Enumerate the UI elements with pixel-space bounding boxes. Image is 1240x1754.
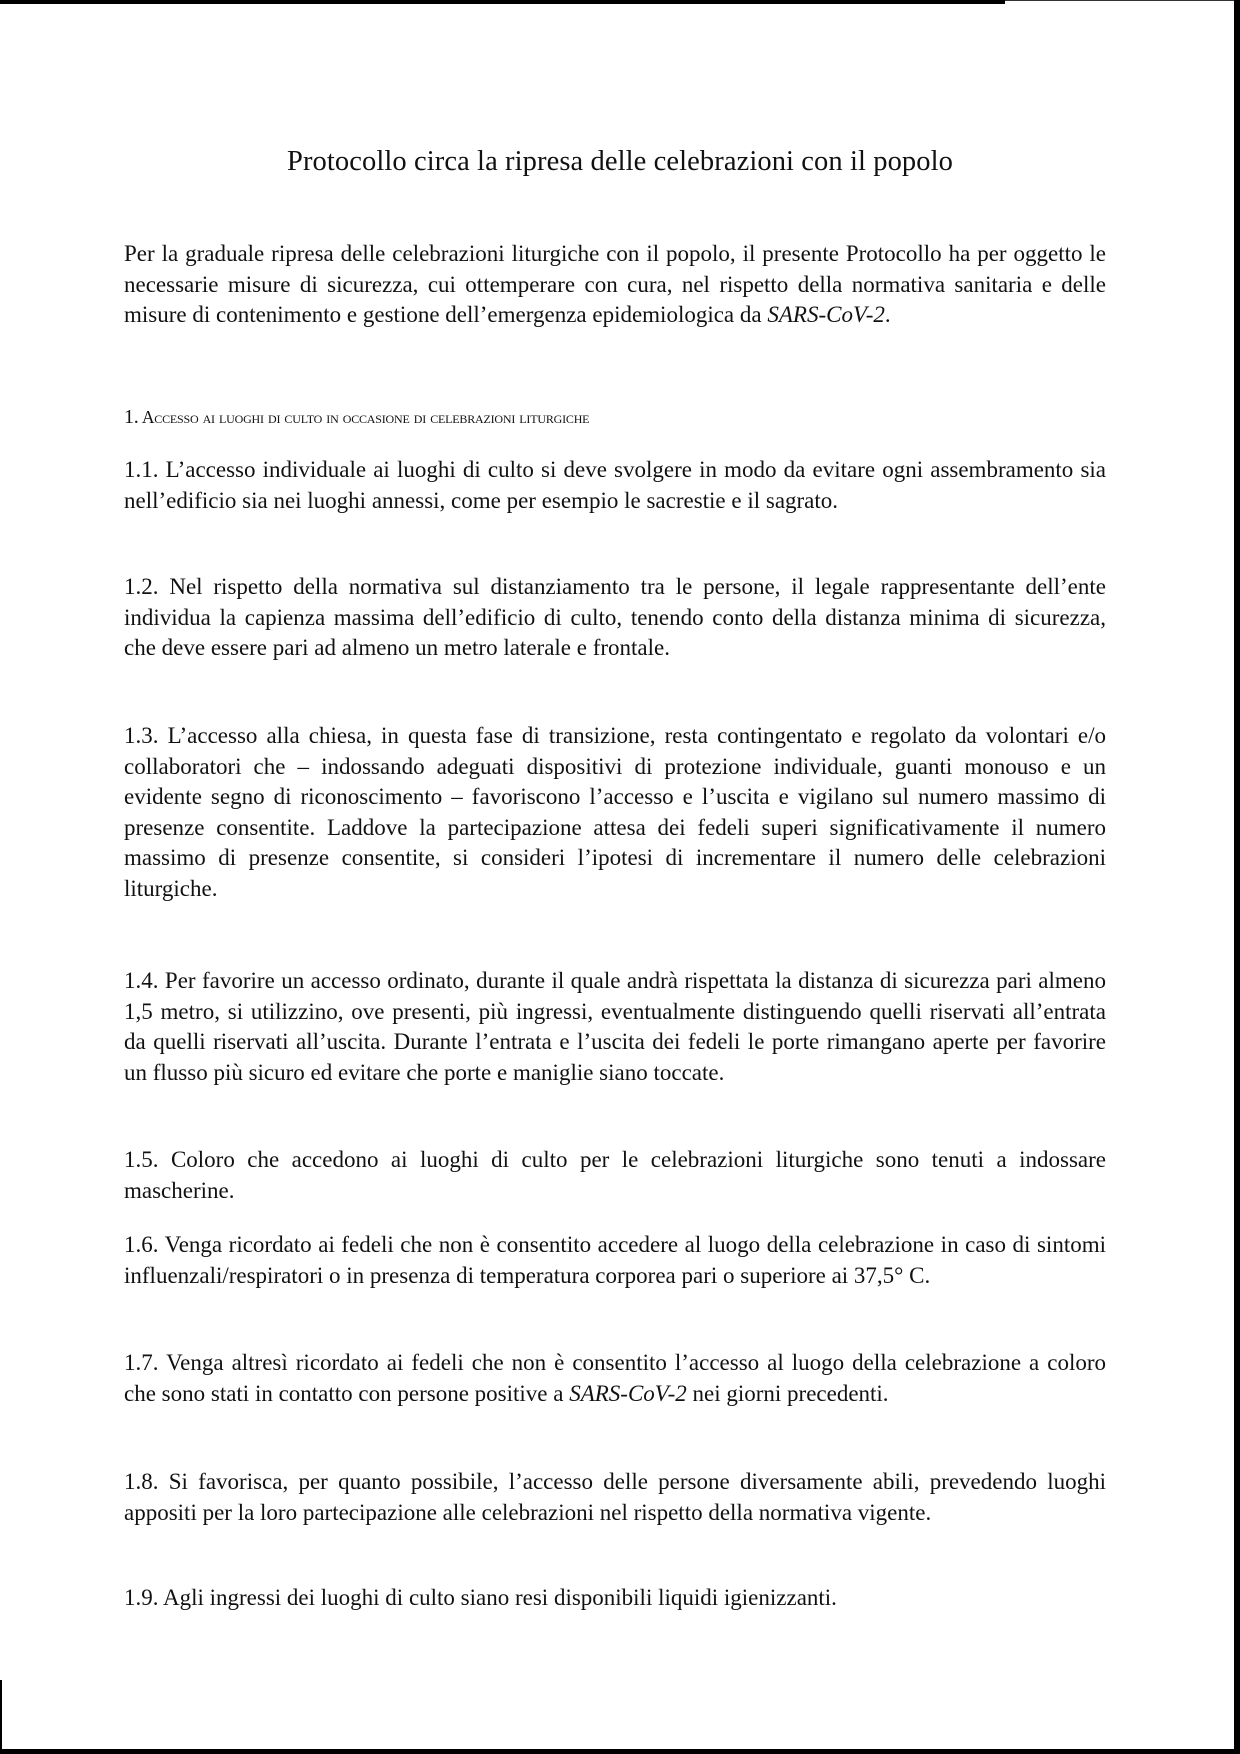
paragraph-number: 1.4.: [124, 968, 159, 993]
intro-text-end: .: [884, 302, 891, 327]
paragraph-1-7: [124, 1348, 1106, 1409]
scan-border-top: [0, 0, 1005, 4]
paragraph-text: Venga ricordato ai fedeli che non è consentito accedere al luogo della celebrazione in caso di sintomi influenzali/respiratori o in presenza di temperatura corporea pari o superiore ai 37,5° C.: [124, 1232, 1106, 1288]
intro-virus-name: SARS-CoV-2: [767, 302, 885, 327]
paragraph-text: Per favorire un accesso ordinato, durante il quale andrà rispettata la distanza di sicurezza pari almeno 1,5 metro, si utilizzino, ove presenti, più ingressi, eventualmente distinguendo quelli riservati all’entrata da quelli riservati all’uscita. Durante l’entrata e l’uscita dei fedeli le porte rimangano aperte per favorire un flusso più sicuro ed evitare che porte e maniglie siano toccate.: [124, 968, 1106, 1085]
paragraph-1-1: [124, 455, 1106, 516]
paragraph-number: 1.8.: [124, 1469, 159, 1494]
paragraph-text: L’accesso individuale ai luoghi di culto si deve svolgere in modo da evitare ogni assembramento sia nell’edificio sia nei luoghi annessi, come per esempio le sacrestie e il sagrato.: [124, 457, 1106, 513]
paragraph-text: Agli ingressi dei luoghi di culto siano resi disponibili liquidi igienizzanti.: [162, 1585, 837, 1610]
scan-border-left: [0, 1680, 2, 1754]
section-title: Accesso ai luoghi di culto in occasione di celebrazioni liturgiche: [141, 407, 590, 427]
paragraph-1-4: [124, 966, 1106, 1088]
paragraph-text: L’accesso alla chiesa, in questa fase di transizione, resta contingentato e regolato da volontari e/o collaboratori che – indossando adeguati dispositivi di protezione individuale, guanti monouso e un evidente segno di riconoscimento – favoriscono l’accesso e l’uscita e vigilano sul numero massimo di presenze consentite. Laddove la partecipazione attesa dei fedeli superi significativamente il numero massimo di presenze consentite, si consideri l’ipotesi di incrementare il numero delle celebrazioni liturgiche.: [124, 723, 1107, 901]
paragraph-number: 1.9.: [124, 1585, 159, 1610]
paragraph-number: 1.6.: [124, 1232, 159, 1257]
intro-text: Per la graduale ripresa delle celebrazioni liturgiche con il popolo, il presente Protocollo ha per oggetto le necessarie misure di sicurezza, cui ottemperare con cura, nel rispetto della normativa sanitaria e delle misure di contenimento e gestione dell’emergenza epidemiologica da: [124, 241, 1106, 327]
paragraph-number: 1.7.: [124, 1350, 159, 1375]
paragraph-1-3: [124, 721, 1106, 904]
paragraph-1-8: [124, 1467, 1106, 1528]
paragraph-1-2: [124, 572, 1106, 664]
scan-border-right: [1234, 0, 1240, 1754]
section-number: 1.: [124, 406, 139, 428]
paragraph-text: Venga altresì ricordato ai fedeli che non è consentito l’accesso al luogo della celebrazione a coloro che sono stati in contatto con persone positive a: [124, 1350, 1107, 1406]
paragraph-text-end: nei giorni precedenti.: [686, 1380, 889, 1406]
scan-border-bottom: [0, 1749, 1240, 1754]
scan-border-top-edge: [1005, 0, 1240, 1]
intro-paragraph: [124, 239, 1106, 331]
paragraph-virus-name: SARS-CoV-2: [569, 1380, 687, 1406]
paragraph-number: 1.1.: [124, 457, 159, 482]
section-heading: [124, 406, 589, 429]
paragraph-number: 1.2.: [124, 574, 159, 599]
paragraph-number: 1.5.: [124, 1147, 159, 1172]
paragraph-text: Si favorisca, per quanto possibile, l’accesso delle persone diversamente abili, prevedendo luoghi appositi per la loro partecipazione alle celebrazioni nel rispetto della normativa vigente.: [124, 1469, 1107, 1525]
paragraph-1-6: [124, 1230, 1106, 1291]
paragraph-1-9: [124, 1583, 1106, 1614]
paragraph-text: Nel rispetto della normativa sul distanziamento tra le persone, il legale rappresentante dell’ente individua la capienza massima dell’edificio di culto, tenendo conto della distanza minima di sicurezza, che deve essere pari ad almeno un metro laterale e frontale.: [124, 574, 1106, 660]
document-title: Protocollo circa la ripresa delle celebrazioni con il popolo: [287, 146, 953, 177]
paragraph-1-5: [124, 1145, 1106, 1206]
paragraph-number: 1.3.: [124, 723, 159, 748]
paragraph-text: Coloro che accedono ai luoghi di culto per le celebrazioni liturgiche sono tenuti a indossare mascherine.: [124, 1147, 1107, 1203]
